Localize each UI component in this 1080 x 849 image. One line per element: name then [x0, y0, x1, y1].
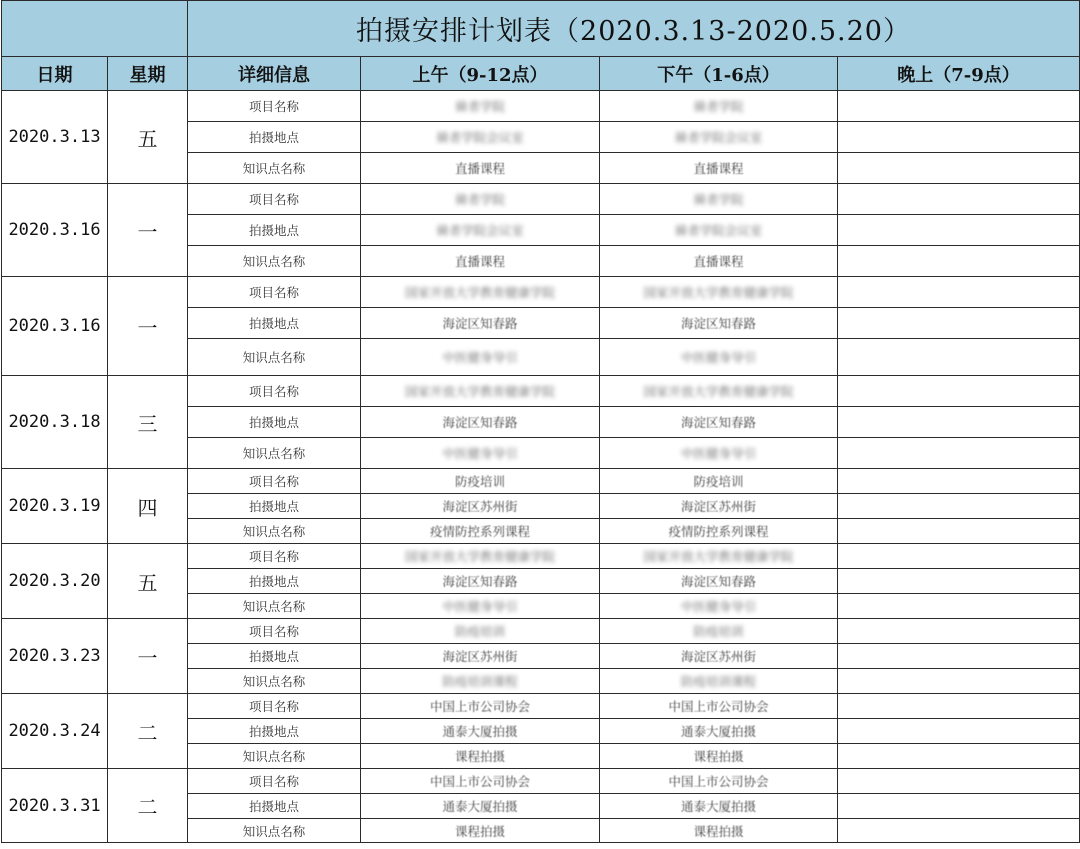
- date-cell: 2020.3.16: [2, 277, 108, 376]
- evening-value-cell: [838, 794, 1080, 819]
- morning-value-text: 中医健身导引: [442, 599, 518, 614]
- detail-label-cell: 拍摄地点: [188, 215, 361, 246]
- detail-label-cell: 拍摄地点: [188, 122, 361, 153]
- afternoon-value-cell: [600, 339, 838, 376]
- afternoon-value-text: 中国上市公司协会: [668, 699, 769, 714]
- afternoon-value-text: 海淀区知春路: [680, 415, 756, 430]
- afternoon-value-cell: [600, 91, 838, 122]
- evening-value-cell: [838, 494, 1080, 519]
- morning-value-text: 海淀区苏州街: [442, 499, 518, 514]
- table-row: [2, 544, 1080, 569]
- detail-label-cell: 项目名称: [188, 277, 361, 308]
- morning-value-cell: [361, 744, 600, 769]
- afternoon-value-cell: [600, 407, 838, 438]
- date-cell: 2020.3.18: [2, 376, 108, 469]
- morning-value-text: 防疫培训: [454, 474, 505, 489]
- afternoon-value-text: 防疫培训课程: [680, 674, 756, 689]
- afternoon-value-text: 课程拍摄: [693, 749, 744, 764]
- afternoon-value-cell: [600, 438, 838, 469]
- detail-label-cell: 项目名称: [188, 769, 361, 794]
- afternoon-value-text: 中国上市公司协会: [668, 774, 769, 789]
- afternoon-value-text: 海淀区知春路: [680, 316, 756, 331]
- afternoon-value-cell: [600, 215, 838, 246]
- evening-value-cell: [838, 184, 1080, 215]
- afternoon-value-cell: [600, 494, 838, 519]
- afternoon-value-text: 骑者学院会议室: [674, 130, 763, 145]
- afternoon-value-text: 直播课程: [693, 161, 744, 176]
- morning-value-cell: [361, 569, 600, 594]
- detail-label-cell: 项目名称: [188, 469, 361, 494]
- afternoon-value-cell: [600, 569, 838, 594]
- morning-value-text: 直播课程: [454, 161, 505, 176]
- weekday-cell: 一: [108, 619, 188, 694]
- detail-label-cell: 项目名称: [188, 694, 361, 719]
- weekday-cell: 三: [108, 376, 188, 469]
- detail-label-cell: 拍摄地点: [188, 719, 361, 744]
- detail-label-cell: 知识点名称: [188, 744, 361, 769]
- date-cell: 2020.3.24: [2, 694, 108, 769]
- evening-value-cell: [838, 519, 1080, 544]
- detail-label-cell: 知识点名称: [188, 669, 361, 694]
- morning-value-text: 骑者学院会议室: [436, 223, 524, 238]
- afternoon-value-text: 骑者学院: [693, 99, 744, 114]
- detail-label-cell: 拍摄地点: [188, 308, 361, 339]
- afternoon-value-text: 课程拍摄: [693, 823, 744, 839]
- weekday-cell: 二: [108, 769, 188, 843]
- morning-value-cell: [361, 215, 600, 246]
- afternoon-value-text: 防疫培训: [693, 624, 744, 639]
- afternoon-value-cell: [600, 544, 838, 569]
- afternoon-value-text: 海淀区知春路: [680, 574, 756, 589]
- afternoon-value-text: 直播课程: [693, 254, 744, 269]
- table-row: [2, 184, 1080, 215]
- morning-value-cell: [361, 819, 600, 843]
- evening-value-cell: [838, 819, 1080, 843]
- morning-value-cell: [361, 669, 600, 694]
- date-cell: 2020.3.19: [2, 469, 108, 544]
- header-date: 日期: [2, 57, 108, 91]
- evening-value-cell: [838, 277, 1080, 308]
- morning-value-cell: [361, 644, 600, 669]
- afternoon-value-cell: [600, 669, 838, 694]
- afternoon-value-cell: [600, 744, 838, 769]
- evening-value-cell: [838, 694, 1080, 719]
- title-row: [2, 1, 1080, 57]
- morning-value-text: 国家开放大学教育健康学院: [404, 549, 555, 564]
- detail-label-cell: 拍摄地点: [188, 794, 361, 819]
- detail-label-cell: 知识点名称: [188, 594, 361, 619]
- evening-value-cell: [838, 122, 1080, 153]
- afternoon-value-cell: [600, 619, 838, 644]
- afternoon-value-text: 通泰大厦拍摄: [680, 799, 756, 814]
- morning-value-cell: [361, 794, 600, 819]
- morning-value-text: 防疫培训: [454, 624, 505, 639]
- date-cell: 2020.3.20: [2, 544, 108, 619]
- morning-value-cell: [361, 339, 600, 376]
- afternoon-value-cell: [600, 594, 838, 619]
- morning-value-text: 疫情防控系列课程: [429, 524, 530, 539]
- evening-value-cell: [838, 769, 1080, 794]
- afternoon-value-cell: [600, 246, 838, 277]
- morning-value-text: 防疫培训课程: [442, 674, 518, 689]
- detail-label-cell: 知识点名称: [188, 438, 361, 469]
- detail-label-cell: 拍摄地点: [188, 494, 361, 519]
- evening-value-cell: [838, 215, 1080, 246]
- morning-value-text: 通泰大厦拍摄: [442, 724, 518, 739]
- morning-value-text: 骑者学院会议室: [436, 130, 524, 145]
- morning-value-text: 课程拍摄: [454, 823, 505, 839]
- date-cell: 2020.3.16: [2, 184, 108, 277]
- afternoon-value-text: 中医健身导引: [680, 599, 756, 614]
- morning-value-cell: [361, 438, 600, 469]
- morning-value-cell: [361, 519, 600, 544]
- afternoon-value-text: 国家开放大学教育健康学院: [643, 384, 794, 399]
- morning-value-cell: [361, 594, 600, 619]
- afternoon-value-cell: [600, 794, 838, 819]
- afternoon-value-text: 通泰大厦拍摄: [680, 724, 756, 739]
- afternoon-value-cell: [600, 644, 838, 669]
- evening-value-cell: [838, 376, 1080, 407]
- afternoon-value-cell: [600, 277, 838, 308]
- header-morning: 上午（9-12点）: [361, 57, 600, 91]
- evening-value-cell: [838, 438, 1080, 469]
- afternoon-value-cell: [600, 719, 838, 744]
- evening-value-cell: [838, 744, 1080, 769]
- morning-value-text: 中国上市公司协会: [429, 699, 530, 714]
- header-detail: 详细信息: [188, 57, 361, 91]
- morning-value-cell: [361, 544, 600, 569]
- evening-value-cell: [838, 644, 1080, 669]
- afternoon-value-cell: [600, 769, 838, 794]
- afternoon-value-text: 国家开放大学教育健康学院: [643, 285, 794, 300]
- morning-value-text: 海淀区知春路: [442, 415, 518, 430]
- afternoon-value-text: 海淀区苏州街: [680, 499, 756, 514]
- morning-value-cell: [361, 308, 600, 339]
- morning-value-cell: [361, 694, 600, 719]
- afternoon-value-cell: [600, 694, 838, 719]
- detail-label-cell: 项目名称: [188, 619, 361, 644]
- weekday-cell: 五: [108, 91, 188, 184]
- detail-label-cell: 拍摄地点: [188, 644, 361, 669]
- evening-value-cell: [838, 308, 1080, 339]
- evening-value-cell: [838, 594, 1080, 619]
- evening-value-cell: [838, 153, 1080, 184]
- detail-label-cell: 知识点名称: [188, 246, 361, 277]
- weekday-cell: 一: [108, 184, 188, 277]
- detail-label-cell: 项目名称: [188, 91, 361, 122]
- afternoon-value-text: 海淀区苏州街: [680, 649, 756, 664]
- morning-value-text: 中医健身导引: [442, 350, 518, 365]
- morning-value-cell: [361, 122, 600, 153]
- afternoon-value-text: 国家开放大学教育健康学院: [643, 549, 794, 564]
- morning-value-text: 国家开放大学教育健康学院: [404, 384, 555, 399]
- weekday-cell: 五: [108, 544, 188, 619]
- detail-label-cell: 知识点名称: [188, 519, 361, 544]
- morning-value-cell: [361, 277, 600, 308]
- date-cell: 2020.3.31: [2, 769, 108, 843]
- table-row: [2, 277, 1080, 308]
- header-weekday: 星期: [108, 57, 188, 91]
- detail-label-cell: 拍摄地点: [188, 569, 361, 594]
- afternoon-value-cell: [600, 819, 838, 843]
- detail-label-cell: 拍摄地点: [188, 407, 361, 438]
- evening-value-cell: [838, 669, 1080, 694]
- morning-value-text: 海淀区知春路: [442, 574, 518, 589]
- afternoon-value-cell: [600, 153, 838, 184]
- table-row: [2, 469, 1080, 494]
- morning-value-text: 通泰大厦拍摄: [442, 799, 518, 814]
- morning-value-cell: [361, 469, 600, 494]
- afternoon-value-cell: [600, 376, 838, 407]
- weekday-cell: 二: [108, 694, 188, 769]
- morning-value-cell: [361, 184, 600, 215]
- detail-label-cell: 项目名称: [188, 376, 361, 407]
- header-afternoon: 下午（1-6点）: [600, 57, 838, 91]
- morning-value-cell: [361, 246, 600, 277]
- detail-label-cell: 项目名称: [188, 184, 361, 215]
- table-row: [2, 619, 1080, 644]
- schedule-table: [1, 0, 1080, 843]
- morning-value-cell: [361, 494, 600, 519]
- afternoon-value-text: 中医健身导引: [680, 350, 756, 365]
- header-row: [2, 57, 1080, 91]
- morning-value-text: 骑者学院: [454, 192, 505, 207]
- detail-label-cell: 知识点名称: [188, 819, 361, 843]
- evening-value-cell: [838, 619, 1080, 644]
- morning-value-text: 骑者学院: [454, 99, 505, 114]
- evening-value-cell: [838, 719, 1080, 744]
- table-row: [2, 769, 1080, 794]
- evening-value-cell: [838, 469, 1080, 494]
- morning-value-text: 海淀区知春路: [442, 316, 518, 331]
- evening-value-cell: [838, 339, 1080, 376]
- morning-value-cell: [361, 376, 600, 407]
- evening-value-cell: [838, 407, 1080, 438]
- afternoon-value-cell: [600, 308, 838, 339]
- table-title: 拍摄安排计划表（2020.3.13-2020.5.20）: [188, 1, 1080, 57]
- morning-value-cell: [361, 91, 600, 122]
- date-cell: 2020.3.13: [2, 91, 108, 184]
- morning-value-text: 国家开放大学教育健康学院: [404, 285, 555, 300]
- weekday-cell: 一: [108, 277, 188, 376]
- morning-value-cell: [361, 407, 600, 438]
- detail-label-cell: 项目名称: [188, 544, 361, 569]
- table-row: [2, 91, 1080, 122]
- detail-label-cell: 知识点名称: [188, 153, 361, 184]
- title-blank-cell: [2, 1, 188, 57]
- table-row: [2, 694, 1080, 719]
- afternoon-value-cell: [600, 469, 838, 494]
- evening-value-cell: [838, 544, 1080, 569]
- table-row: [2, 376, 1080, 407]
- detail-label-cell: 知识点名称: [188, 339, 361, 376]
- morning-value-text: 直播课程: [454, 254, 505, 269]
- afternoon-value-text: 中医健身导引: [680, 446, 756, 461]
- morning-value-cell: [361, 619, 600, 644]
- evening-value-cell: [838, 246, 1080, 277]
- header-evening: 晚上（7-9点）: [838, 57, 1080, 91]
- weekday-cell: 四: [108, 469, 188, 544]
- evening-value-cell: [838, 569, 1080, 594]
- morning-value-cell: [361, 153, 600, 184]
- morning-value-cell: [361, 719, 600, 744]
- evening-value-cell: [838, 91, 1080, 122]
- afternoon-value-cell: [600, 184, 838, 215]
- afternoon-value-cell: [600, 122, 838, 153]
- afternoon-value-cell: [600, 519, 838, 544]
- morning-value-text: 课程拍摄: [454, 749, 505, 764]
- afternoon-value-text: 骑者学院会议室: [674, 223, 763, 238]
- morning-value-cell: [361, 769, 600, 794]
- morning-value-text: 中医健身导引: [442, 446, 518, 461]
- afternoon-value-text: 疫情防控系列课程: [668, 524, 769, 539]
- date-cell: 2020.3.23: [2, 619, 108, 694]
- morning-value-text: 中国上市公司协会: [429, 774, 530, 789]
- afternoon-value-text: 防疫培训: [693, 474, 744, 489]
- morning-value-text: 海淀区苏州街: [442, 649, 518, 664]
- afternoon-value-text: 骑者学院: [693, 192, 744, 207]
